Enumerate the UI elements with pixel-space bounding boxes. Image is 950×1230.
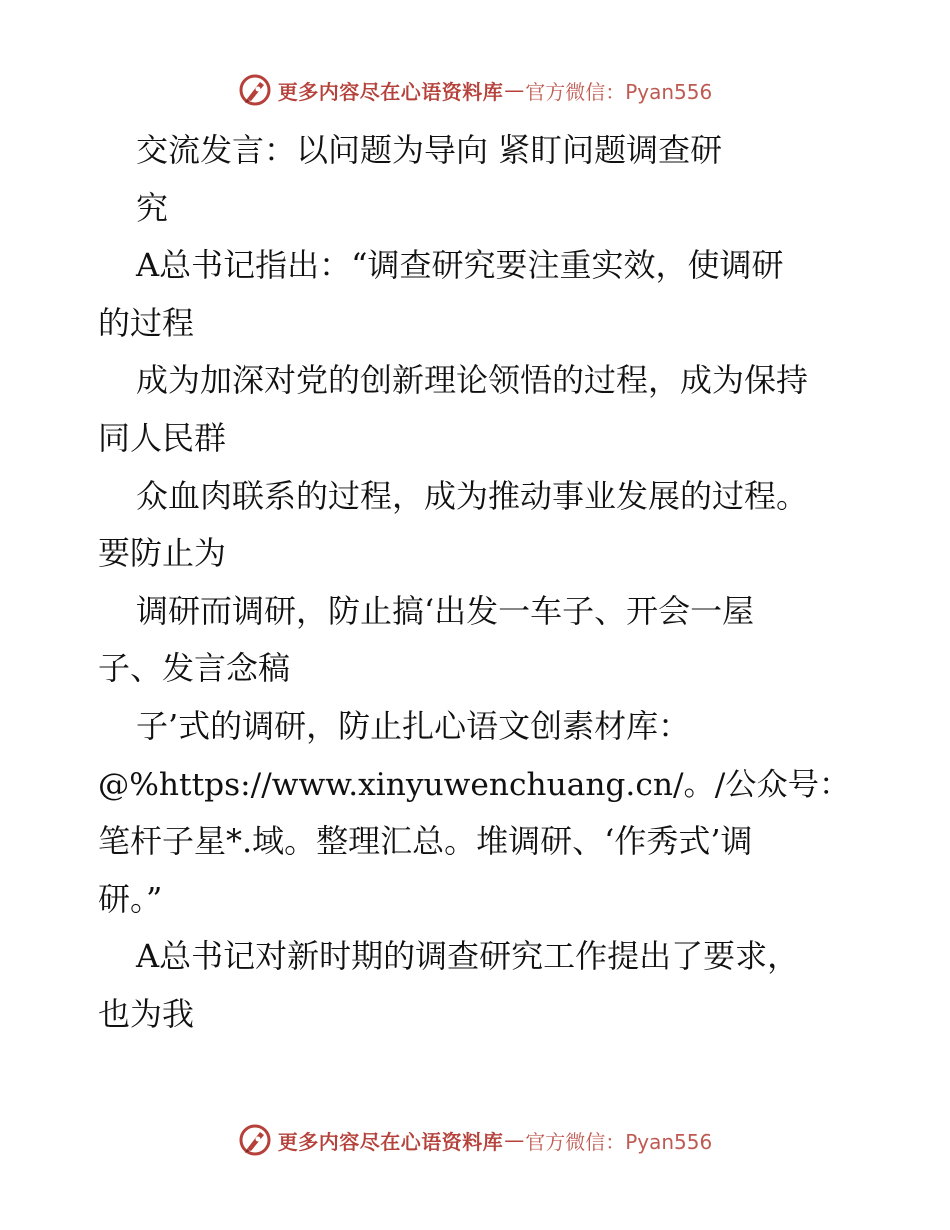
text-line: 研。” [98, 879, 163, 918]
footer-banner [0, 1120, 950, 1160]
footer-dash: — [504, 1128, 525, 1152]
text-line: 同人民群 [98, 418, 227, 457]
text-line: A总书记对新时期的调查研究工作提出了要求， [136, 937, 800, 976]
text-line: 子、发言念稿 [98, 649, 291, 688]
header-library-text: 更多内容尽在心语资料库 [277, 79, 504, 104]
text-line: 子’式的调研，防止扎心语文创素材库： [136, 706, 691, 745]
text-line: 笔杆子星*.域。整理汇总。堆调研、‘作秀式’调 [98, 822, 753, 861]
text-line: 要防止为 [98, 534, 227, 573]
text-line: 交流发言：以问题为导向 紧盯问题调查研 [136, 131, 723, 169]
header-wechat-text: 官方微信：Pyan556 [525, 79, 713, 104]
footer-wechat-text: 官方微信：Pyan556 [525, 1129, 713, 1154]
text-line: 成为加深对党的创新理论领悟的过程，成为保持 [136, 361, 809, 400]
text-line: @%https://www.xinyuwenchuang.cn/。/公众号： [98, 766, 851, 803]
text-line: 也为我 [98, 994, 195, 1033]
text-line: 的过程 [98, 303, 195, 342]
text-line: 众血肉联系的过程，成为推动事业发展的过程。 [136, 476, 809, 515]
text-line: A总书记指出：“调查研究要注重实效，使调研 [136, 246, 784, 285]
document-body [98, 122, 858, 1044]
header-dash: — [504, 78, 525, 102]
pen-logo-icon [238, 1123, 272, 1157]
text-line: 调研而调研，防止搞‘出发一车子、开会一屋 [136, 591, 755, 630]
header-banner [0, 70, 950, 110]
text-line: 究 [136, 188, 169, 227]
pen-logo-icon [238, 73, 272, 107]
footer-library-text: 更多内容尽在心语资料库 [277, 1129, 504, 1154]
